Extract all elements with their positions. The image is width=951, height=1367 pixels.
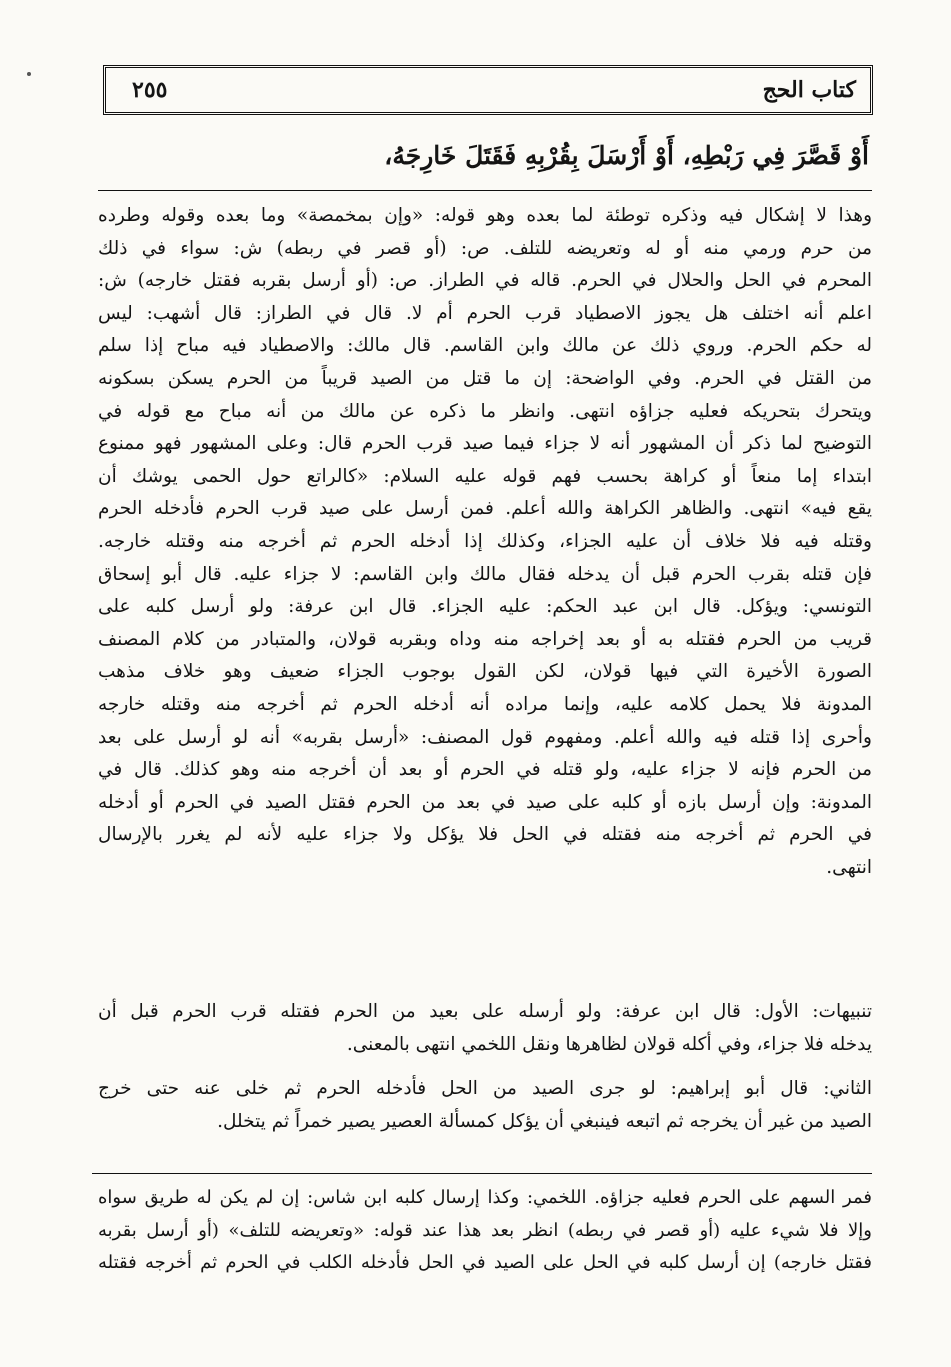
running-header (103, 65, 873, 115)
page-number: ٢٥٥ (132, 77, 168, 103)
margin-mark (27, 72, 31, 76)
text-line: من حرم ورمي منه أو له وتعريضه للتلف. ص: (أو قصر في ربطه) ش: سواء في ذلك (98, 237, 872, 259)
notes-section (98, 996, 872, 1150)
text-line: وقتله فيه فلا خلاف أن عليه الجزاء، وكذلك إذا أدخله الحرم ثم أخرجه منه وقتله خارجه. (98, 530, 872, 552)
text-line: يدخله فلا جزاء، وفي أكله قولان لظاهرها ونقل اللخمي انتهى بالمعنى. (346, 1033, 872, 1055)
note-paragraph (98, 996, 872, 1061)
text-line: فإن قتله بقرب الحرم قبل أن يدخله فقال مالك وابن القاسم: لا جزاء عليه. قال أبو إسحاق (98, 563, 872, 585)
text-line: اعلم أنه اختلف هل يجوز الاصطياد قرب الحرم أم لا. قال في الطراز: قال أشهب: ليس (98, 302, 872, 324)
text-line: فقتل خارجه) إن أرسل كلبه في الحل على الصيد في الحل فأدخله الكلب في الحرم ثم أخرجه فقتله (98, 1252, 872, 1273)
footnotes (98, 1182, 872, 1280)
text-line: ويتحرك بتحريكه فعليه جزاؤه انتهى. وانظر ما ذكره عن مالك من أنه مباح مع قوله في (98, 400, 872, 422)
text-line: انتهى. (826, 856, 872, 878)
text-line: الصيد من غير أن يخرجه ثم اتبعه فينبغي أن يؤكل كمسألة العصير يصير خمراً ثم يتخلل. (217, 1110, 872, 1132)
matn-text: أَوْ قَصَّرَ فِي رَبْطِهِ، أَوْ أَرْسَلَ بِقُرْبِهِ فَقَتَلَ خَارِجَهُ، (384, 141, 869, 170)
text-line: المدونة: وإن أرسل بازه أو كلبه على صيد في بعد من الحرم فقتل الصيد في الحرم أو أدخله (98, 791, 872, 813)
text-line: التوضيح لما ذكر أن المشهور أنه لا جزاء فيما صيد قرب الحرم قال: وعلى المشهور فهو ممنوع (98, 433, 872, 455)
text-line: في الحرم ثم أخرجه منه فقتله في الحل فلا يؤكل ولا جزاء عليه لأنه لم يغرر بالإرسال (98, 824, 872, 846)
text-line: الصورة الأخيرة التي فيها قولان، لكن القول بوجوب الجزاء ضعيف وهو خلاف مذهب (98, 661, 872, 683)
text-line: الثاني: قال أبو إبراهيم: لو جرى الصيد من الحل فأدخله الحرم ثم خلى عنه حتى خرج (98, 1078, 872, 1100)
text-line: ابتداء إما منعاً أو كراهة بحسب فهم قوله عليه السلام: «كالراتع حول الحمى يوشك أن (98, 465, 872, 487)
text-line: من القتل في الحرم. وفي الواضحة: إن ما قتل من الصيد قريباً من الحرم يسكن بسكونه (98, 367, 872, 389)
text-line: تنبيهات: الأول: قال ابن عرفة: ولو أرسله على بعيد من الحرم فقتله قرب الحرم قبل أن (98, 1001, 872, 1022)
text-line: المحرم في الحل والحلال في الحرم. قاله في الطراز. ص: (أو أرسل بقربه فقتل خارجه) ش: (98, 270, 872, 292)
text-line: يقع فيه» انتهى. والظاهر الكراهة والله أعلم. فمن أرسل على صيد قرب الحرم فأدخله الحرم (98, 498, 872, 520)
text-line: التونسي: ويؤكل. قال ابن عبد الحكم: عليه الجزاء. قال ابن عرفة: ولو أرسل كلبه على (98, 596, 872, 618)
footnote-divider (92, 1173, 872, 1174)
matn-divider (98, 190, 872, 191)
text-line: وهذا لا إشكال فيه وذكره توطئة لما بعده وهو قوله: «وإن بمخمصة» وما بعده وقوله وطرده (98, 205, 872, 226)
text-line: من الحرم فإنه لا جزاء عليه، ولو قتله في الحرم أو بعد أن أخرجه منه وهو كذلك. قال في (98, 759, 872, 781)
commentary-body (98, 200, 872, 884)
text-line: له حكم الحرم. وروي ذلك عن مالك وابن القاسم. قال مالك: والاصطياد فيه مباح إذا سلم (98, 335, 872, 357)
text-line: وإلا فلا شيء عليه (أو قصر في ربطه) انظر بعد هذا عند قوله: «وتعريضه للتلف» (أو أرسل بقربه (98, 1219, 872, 1241)
text-line: وأحرى إذا قتله فيه والله أعلم. ومفهوم قول المصنف: «أرسل بقربه» أنه لو أرسل على بعد (98, 726, 872, 748)
text-line: المدونة فلا يحمل كلامه عليه، وإنما مراده أنه أدخله الحرم ثم أخرجه منه وقتله خارجه (98, 693, 872, 715)
text-line: فمر السهم على الحرم فعليه جزاؤه. اللخمي: وكذا إرسال كلبه ابن شاس: إن لم يكن له طريق سواه (98, 1187, 872, 1208)
note-paragraph (98, 1073, 872, 1138)
text-line: قريب من الحرم فقتله به أو بعد إخراجه منه وداه وبقربه قولان، والمتبادر من كلام المصنف (98, 628, 872, 650)
book-title: كتاب الحج (762, 77, 856, 103)
